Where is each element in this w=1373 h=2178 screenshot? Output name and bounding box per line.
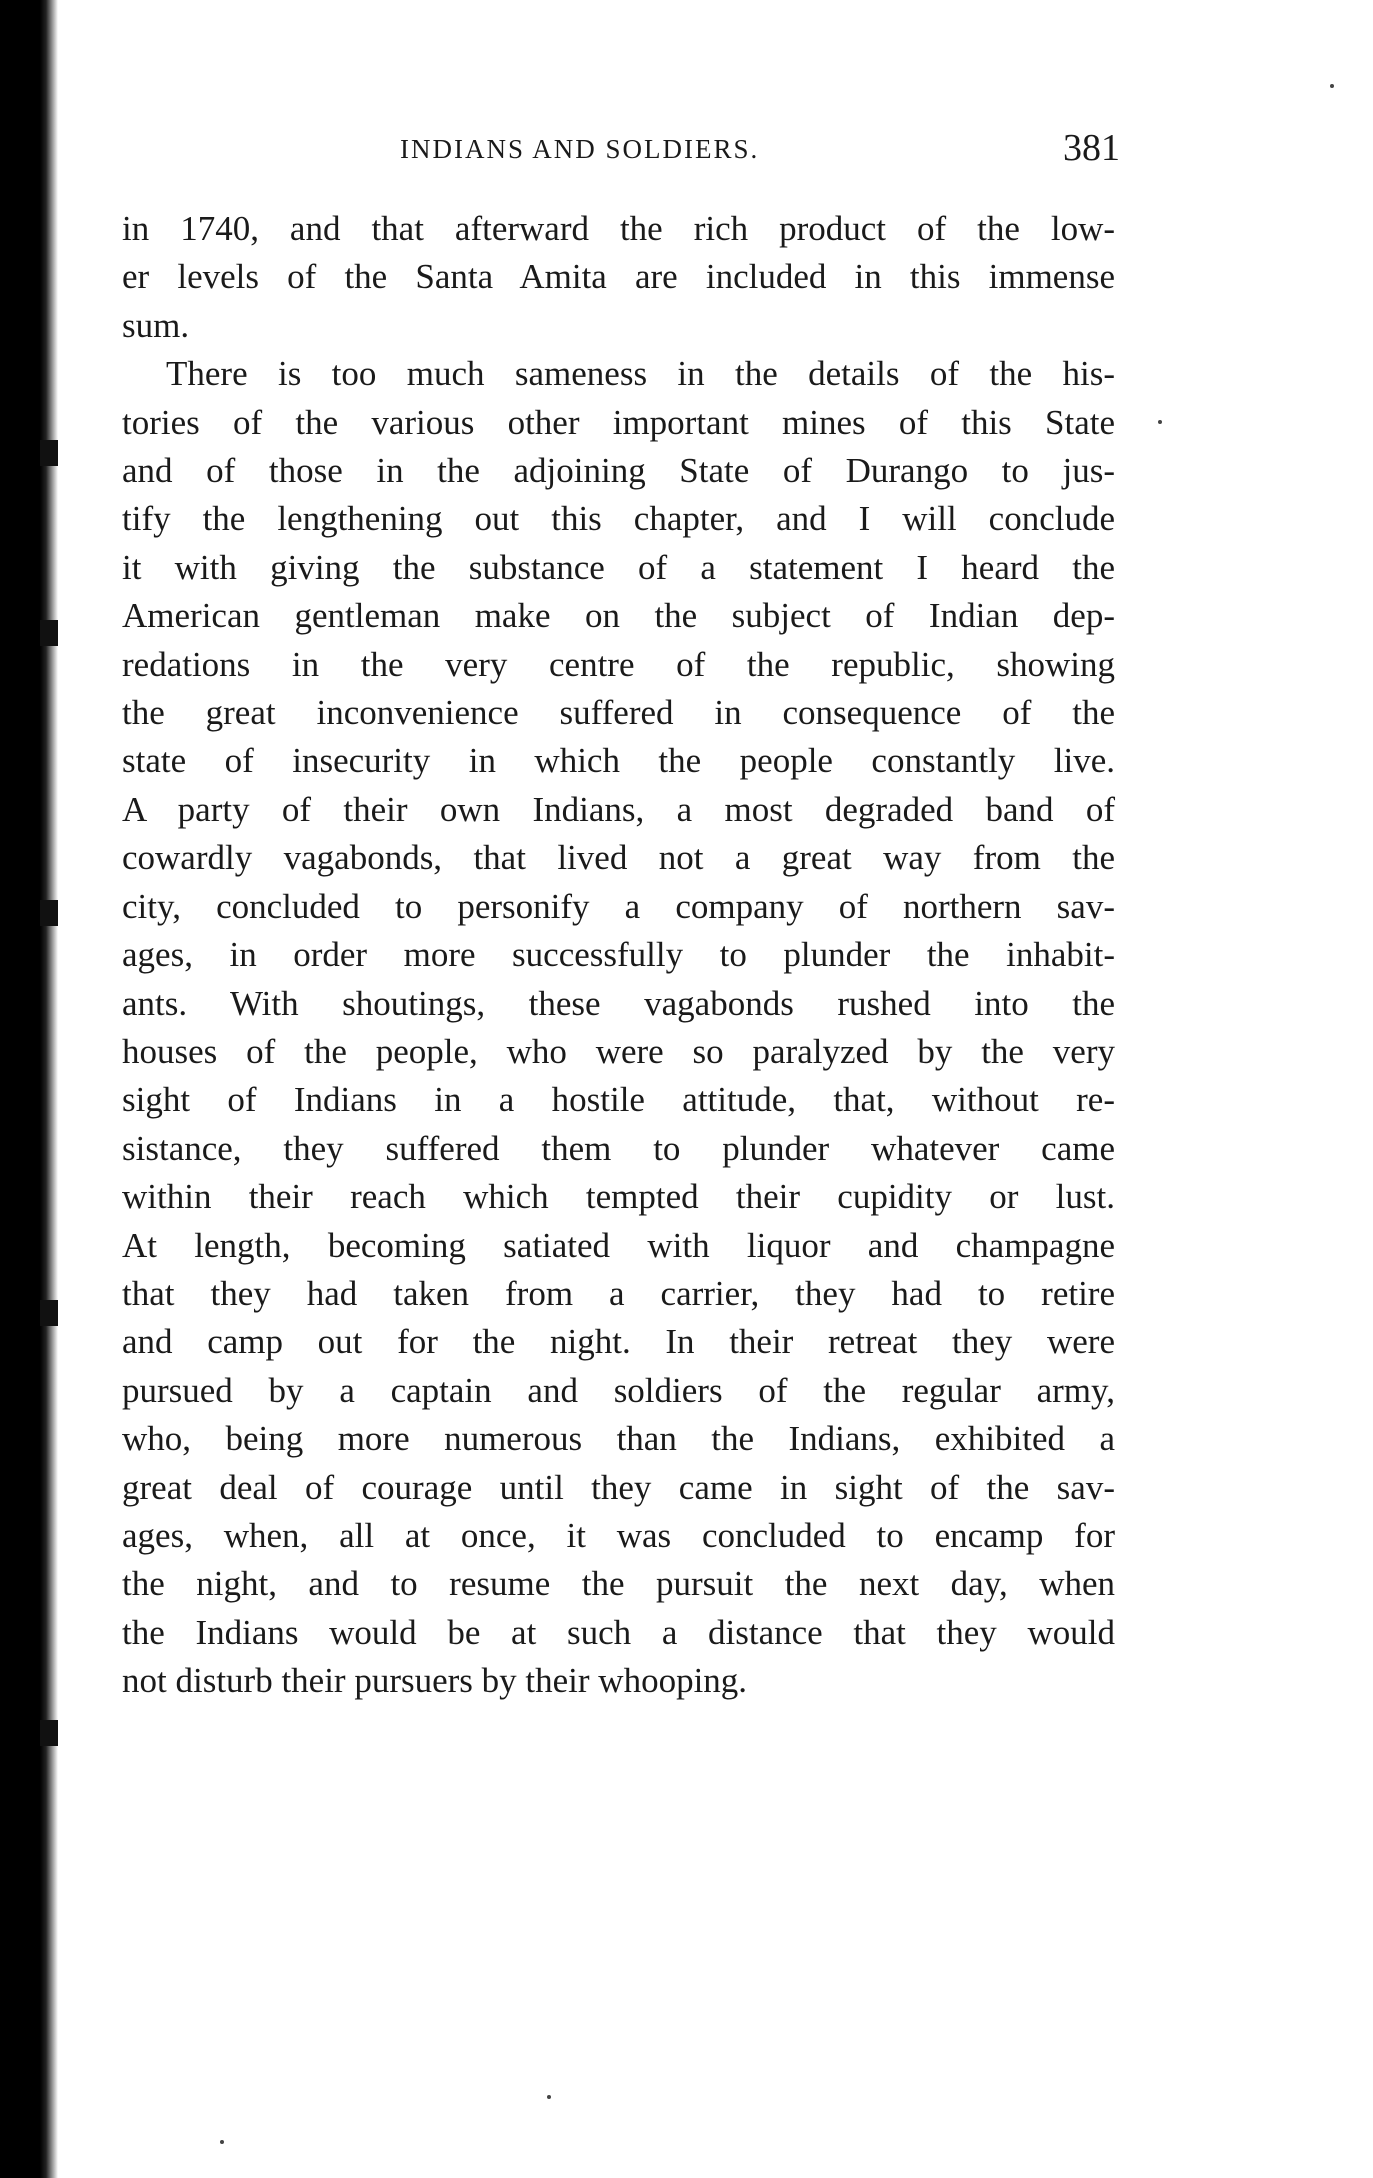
- text-line: sistance, they suffered them to plunder whatever came: [122, 1128, 1115, 1168]
- text-line: sight of Indians in a hostile attitude, that, without re-: [122, 1080, 1115, 1120]
- page-binding-edge: [0, 0, 58, 2178]
- text-line: ages, when, all at once, it was concluded to encamp for: [122, 1515, 1115, 1555]
- text-line: tories of the various other important mines of this State: [122, 402, 1115, 442]
- text-line: tify the lengthening out this chapter, and I will conclude: [122, 499, 1115, 539]
- text-line: the great inconvenience suffered in consequence of the: [122, 693, 1115, 733]
- text-line: not disturb their pursuers by their whooping.: [122, 1661, 748, 1701]
- paragraph: [122, 205, 1115, 350]
- text-line: At length, becoming satiated with liquor and champagne: [122, 1225, 1115, 1265]
- binding-mark: [40, 620, 58, 646]
- text-line: redations in the very centre of the republic, showing: [122, 644, 1115, 684]
- text-line: great deal of courage until they came in sight of the sav-: [122, 1467, 1115, 1507]
- print-speck: [220, 2140, 224, 2144]
- print-speck: [1330, 84, 1334, 88]
- text-line: and camp out for the night. In their retreat they were: [122, 1322, 1115, 1362]
- print-speck: [547, 2095, 551, 2099]
- text-line: A party of their own Indians, a most degraded band of: [122, 789, 1115, 829]
- text-line: cowardly vagabonds, that lived not a great way from the: [122, 838, 1115, 878]
- text-line: American gentleman make on the subject of Indian dep-: [122, 596, 1115, 636]
- body-text: [122, 205, 1115, 1706]
- text-line: it with giving the substance of a statement I heard the: [122, 547, 1115, 587]
- text-line: who, being more numerous than the Indians, exhibited a: [122, 1419, 1115, 1459]
- text-line: within their reach which tempted their cupidity or lust.: [122, 1177, 1115, 1217]
- page-header: [120, 126, 1120, 176]
- text-line: er levels of the Santa Amita are included in this immense: [122, 257, 1115, 297]
- binding-mark: [40, 900, 58, 926]
- text-line: There is too much sameness in the details of the his-: [166, 354, 1115, 394]
- paragraph: [122, 350, 1115, 1705]
- binding-mark: [40, 1720, 58, 1746]
- text-line: sum.: [122, 305, 190, 345]
- text-line: ants. With shoutings, these vagabonds rushed into the: [122, 983, 1115, 1023]
- binding-mark: [40, 440, 58, 466]
- text-line: city, concluded to personify a company of northern sav-: [122, 886, 1115, 926]
- text-line: the night, and to resume the pursuit the next day, when: [122, 1564, 1115, 1604]
- text-line: the Indians would be at such a distance that they would: [122, 1612, 1115, 1652]
- page-number: 381: [1063, 127, 1120, 169]
- text-line: and of those in the adjoining State of Durango to jus-: [122, 451, 1115, 491]
- print-speck: [1158, 420, 1162, 424]
- text-line: that they had taken from a carrier, they had to retire: [122, 1273, 1115, 1313]
- binding-mark: [40, 1300, 58, 1326]
- running-title: INDIANS AND SOLDIERS.: [400, 134, 760, 164]
- text-line: pursued by a captain and soldiers of the regular army,: [122, 1370, 1115, 1410]
- text-line: ages, in order more successfully to plunder the inhabit-: [122, 935, 1115, 975]
- text-line: state of insecurity in which the people constantly live.: [122, 741, 1115, 781]
- text-line: in 1740, and that afterward the rich product of the low-: [122, 209, 1115, 248]
- text-line: houses of the people, who were so paralyzed by the very: [122, 1031, 1115, 1071]
